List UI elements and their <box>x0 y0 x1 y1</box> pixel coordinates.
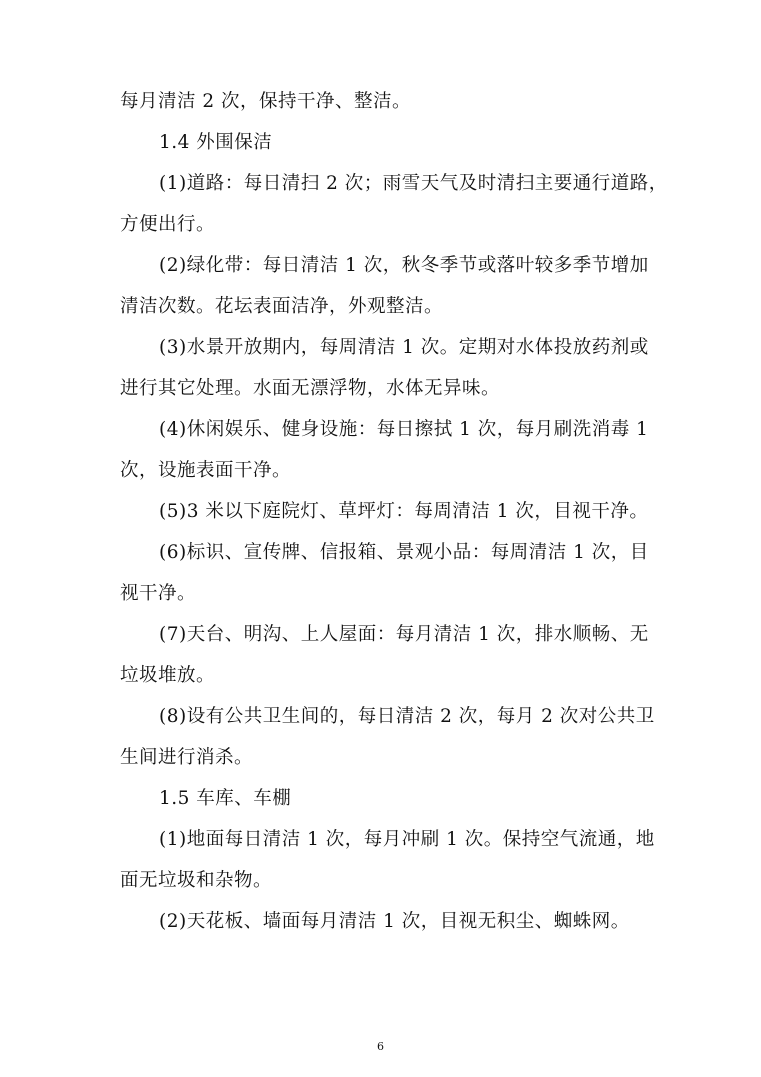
text-line: (1)道路：每日清扫 2 次；雨雪天气及时清扫主要通行道路， <box>159 173 668 194</box>
text-line: (7)天台、明沟、上人屋面：每月清洁 1 次，排水顺畅、无 <box>159 624 649 645</box>
text-line: 视干净。 <box>120 583 197 604</box>
text-line: 1.5 车库、车棚 <box>159 788 292 809</box>
text-line: 清洁次数。花坛表面洁净，外观整洁。 <box>120 296 444 317</box>
text-line: 每月清洁 2 次，保持干净、整洁。 <box>120 91 412 112</box>
text-line: (3)水景开放期内，每周清洁 1 次。定期对水体投放药剂或 <box>159 337 649 358</box>
text-line: (2)绿化带：每日清洁 1 次，秋冬季节或落叶较多季节增加 <box>159 255 649 276</box>
text-line: (1)地面每日清洁 1 次，每月冲刷 1 次。保持空气流通，地 <box>159 829 655 850</box>
text-line: 次，设施表面干净。 <box>120 460 292 481</box>
page-number: 6 <box>377 1040 384 1053</box>
text-line: (8)设有公共卫生间的，每日清洁 2 次，每月 2 次对公共卫 <box>159 706 655 727</box>
text-line: 垃圾堆放。 <box>120 665 216 686</box>
text-line: (5)3 米以下庭院灯、草坪灯：每周清洁 1 次，目视干净。 <box>159 501 649 522</box>
document-body <box>120 91 668 953</box>
text-line: 方便出行。 <box>120 214 216 235</box>
text-line: 生间进行消杀。 <box>120 747 254 768</box>
text-line: (6)标识、宣传牌、信报箱、景观小品：每周清洁 1 次，目 <box>159 542 649 563</box>
text-line: 进行其它处理。水面无漂浮物，水体无异味。 <box>120 378 501 399</box>
text-line: 面无垃圾和杂物。 <box>120 870 273 891</box>
text-line: 1.4 外围保洁 <box>159 132 273 153</box>
text-line: (2)天花板、墙面每月清洁 1 次，目视无积尘、蜘蛛网。 <box>159 911 630 932</box>
text-line: (4)休闲娱乐、健身设施：每日擦拭 1 次，每月刷洗消毒 1 <box>159 419 649 440</box>
